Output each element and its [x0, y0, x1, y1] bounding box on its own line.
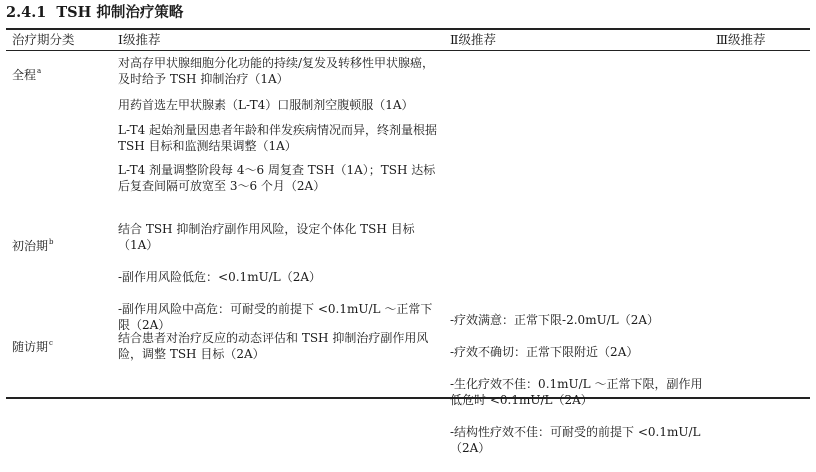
level1-item-4: L-T4 剂量调整阶段每 4～6 周复查 TSH（1A）；TSH 达标后复查间隔可放宽至 3～6 个月（2A） — [118, 163, 436, 193]
phase-followup — [12, 339, 53, 355]
phase-all-label: 全程 — [12, 68, 37, 82]
level1-item-5 — [118, 205, 440, 349]
level1-item-3: L-T4 起始剂量因患者年龄和伴发疾病情况而异，终剂量根据 TSH 目标和监测结果调整（1A） — [118, 123, 438, 153]
level2-bullet-biochemical: -生化疗效不佳：0.1mU/L ～正常下限，副作用低危时 <0.1mU/L（2A） — [450, 377, 703, 407]
phase-all-note: a — [37, 67, 42, 75]
level2-bullet-satisfactory: -疗效满意：正常下限-2.0mU/L（2A） — [450, 313, 659, 327]
level1-item-2: 用药首选左甲状腺素（L-T4）口服制剂空腹顿服（1A） — [118, 98, 414, 112]
section-heading — [6, 4, 183, 22]
header-level3: Ⅲ级推荐 — [716, 32, 766, 47]
phase-followup-note: c — [49, 339, 53, 347]
level2-bullet-structural: -结构性疗效不佳：可耐受的前提下 <0.1mU/L（2A） — [450, 425, 701, 455]
level1-item-1: 对高存甲状腺细胞分化功能的持续/复发及转移性甲状腺癌，及时给予 TSH 抑制治疗（1A） — [118, 56, 435, 86]
table-header-rule — [6, 50, 810, 51]
header-level2: Ⅱ级推荐 — [450, 32, 496, 47]
section-title: TSH 抑制治疗策略 — [56, 4, 184, 21]
level1-item-5-intro: 结合 TSH 抑制治疗副作用风险，设定个体化 TSH 目标（1A） — [118, 222, 415, 252]
phase-initial-note: b — [49, 238, 54, 246]
level1-item-5-low-risk: -副作用风险低危：<0.1mU/L（2A） — [118, 270, 321, 284]
table-top-rule — [6, 28, 810, 30]
phase-followup-label: 随访期 — [12, 340, 49, 354]
level1-item-5-midhigh-risk: -副作用风险中高危：可耐受的前提下 <0.1mU/L ～正常下限（2A） — [118, 302, 433, 332]
phase-initial — [12, 238, 54, 254]
phase-all — [12, 67, 41, 83]
header-level1: Ⅰ级推荐 — [118, 32, 161, 47]
level1-item-6: 结合患者对治疗反应的动态评估和 TSH 抑制治疗副作用风险，调整 TSH 目标（2A） — [118, 331, 429, 361]
level2-followup-list — [450, 296, 712, 472]
header-period: 治疗期分类 — [12, 32, 75, 47]
section-number: 2.4.1 — [6, 4, 47, 21]
level2-bullet-indeterminate: -疗效不确切：正常下限附近（2A） — [450, 345, 639, 359]
phase-initial-label: 初治期 — [12, 239, 49, 253]
